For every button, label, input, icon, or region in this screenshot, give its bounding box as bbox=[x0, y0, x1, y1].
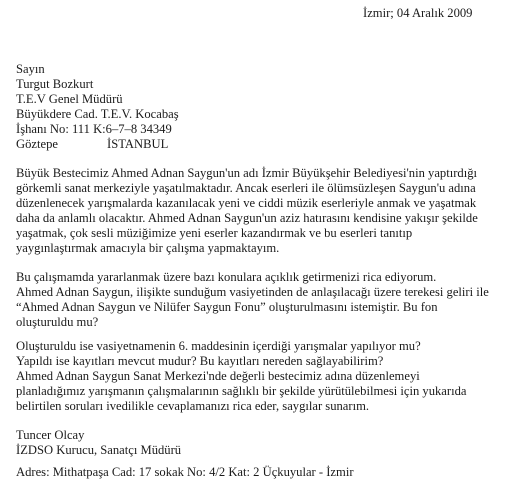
paragraph-1-line: yaşatmak, çok sesli müziğimize yeni eserler kazandırmak ve bu eserleri tanıtıp bbox=[16, 226, 413, 240]
paragraph-3-line: Ahmed Adnan Saygun Sanat Merkezi'nde değerli bestecimiz adına düzenlemeyi bbox=[16, 369, 420, 383]
signature-name: Tuncer Olcay bbox=[16, 428, 85, 442]
paragraph-2-line: Bu çalışmamda yararlanmak üzere bazı konulara açıklık getirmenizi rica ediyorum. bbox=[16, 270, 437, 284]
paragraph-3-line: Yapıldı ise kayıtları mevcut mudur? Bu kayıtları nereden sağlayabilirim? bbox=[16, 354, 384, 368]
paragraph-1-line: daha da anlamlı olacaktır. Ahmed Adnan Saygun'un aziz hatırasını kendisine yakışır şekilde bbox=[16, 211, 478, 225]
paragraph-2-line: Ahmed Adnan Saygun, ilişikte sunduğum vasiyetinden de anlaşılacağı üzere terekesi geliri ile bbox=[16, 285, 489, 299]
paragraph-3-line: Oluşturuldu ise vasiyetnamenin 6. maddesinin içerdiği yarışmalar yapılıyor mu? bbox=[16, 339, 421, 353]
signature-role: İZDSO Kurucu, Sanatçı Müdürü bbox=[16, 443, 182, 457]
recipient-name: Turgut Bozkurt bbox=[16, 77, 94, 91]
recipient-district: Göztepe bbox=[16, 137, 58, 151]
paragraph-3-line: planladığımız yarışmanın çalışmalarının sağlıklı bir şekilde yürütülebilmesi için yukarıda bbox=[16, 384, 467, 398]
recipient-city: İSTANBUL bbox=[107, 137, 169, 151]
footer-address: Adres: Mithatpaşa Cad: 17 sokak No: 4/2 Kat: 2 Üçkuyular - İzmir bbox=[16, 465, 354, 479]
paragraph-1-line: düzenlenecek yarışmalarda kazanılacak yeni ve ciddi müzik eserleriyle anmak ve yaşatmak bbox=[16, 196, 477, 210]
paragraph-3-line: belirtilen soruları ivedilikle cevaplamanızı rica eder, saygılar sunarım. bbox=[16, 399, 370, 413]
letter-date: İzmir; 04 Aralık 2009 bbox=[363, 6, 473, 20]
paragraph-2-line: oluşturuldu mu? bbox=[16, 315, 99, 329]
recipient-district-city bbox=[16, 137, 168, 152]
paragraph-1-line: Büyük Bestecimiz Ahmed Adnan Saygun'un adı İzmir Büyükşehir Belediyesi'nin yaptırdığı bbox=[16, 166, 477, 180]
recipient-street: Büyükdere Cad. T.E.V. Kocabaş bbox=[16, 107, 179, 121]
recipient-title: T.E.V Genel Müdürü bbox=[16, 92, 123, 106]
paragraph-2-line: “Ahmed Adnan Saygun ve Nilüfer Saygun Fonu” oluşturulmasını istemiştir. Bu fon bbox=[16, 300, 438, 314]
recipient-building: İşhanı No: 111 K:6–7–8 34349 bbox=[16, 122, 172, 136]
paragraph-1-line: yaygınlaştırmak amacıyla bir çalışma yapmaktayım. bbox=[16, 241, 280, 255]
paragraph-1-line: görkemli sanat merkeziyle yaşatılmaktadır. Ancak eserleri ile ölümsüzleşen Saygun'u adına bbox=[16, 181, 476, 195]
recipient-salutation: Sayın bbox=[16, 62, 45, 76]
